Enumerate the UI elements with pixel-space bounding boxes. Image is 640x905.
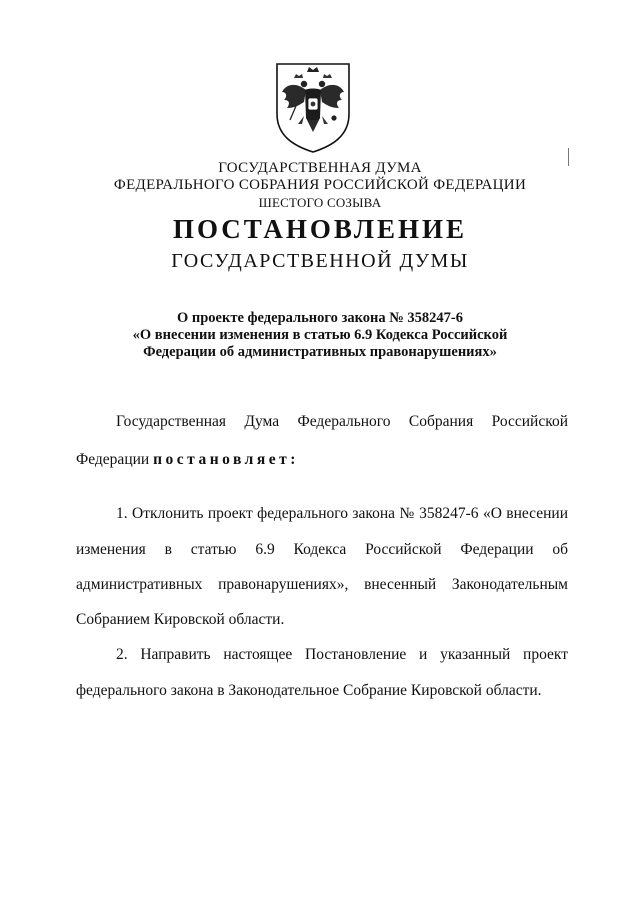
item2-line-2: федерального закона в Законодательное Собрание Кировской области. xyxy=(76,682,542,699)
subject-line-1: О проекте федерального закона № 358247-6 xyxy=(176,310,464,326)
subject-line-3: Федерации об административных правонарушениях» xyxy=(143,344,497,360)
header-line-2: ФЕДЕРАЛЬНОГО СОБРАНИЯ РОССИЙСКОЙ ФЕДЕРАЦИИ xyxy=(113,177,527,193)
intro-line-2 xyxy=(76,451,568,469)
document-title: ПОСТАНОВЛЕНИЕ xyxy=(172,214,468,244)
intro-line-1: Государственная Дума Федерального Собрания Российской xyxy=(116,413,568,430)
item1-line-1: 1. Отклонить проект федерального закона № 358247-6 «О внесении xyxy=(116,505,568,522)
subject-line-2: «О внесении изменения в статью 6.9 Кодекса Российской xyxy=(132,327,508,343)
item1-line-3: административных правонарушениях», внесенный Законодательным xyxy=(76,576,568,593)
header-line-3: ШЕСТОГО СОЗЫВА xyxy=(258,195,382,210)
item1-line-2: изменения в статью 6.9 Кодекса Российской Федерации об xyxy=(76,541,568,558)
header-line-1: ГОСУДАРСТВЕННАЯ ДУМА xyxy=(218,160,422,176)
coat-of-arms-emblem xyxy=(274,62,352,154)
intro-line-2-start: Федерации xyxy=(76,451,154,468)
document-subtitle: ГОСУДАРСТВЕННОЙ ДУМЫ xyxy=(171,250,469,272)
item2-line-1: 2. Направить настоящее Постановление и указанный проект xyxy=(116,646,568,663)
resolution-verb: постановляет: xyxy=(153,451,299,468)
item1-line-4: Собранием Кировской области. xyxy=(76,611,285,628)
